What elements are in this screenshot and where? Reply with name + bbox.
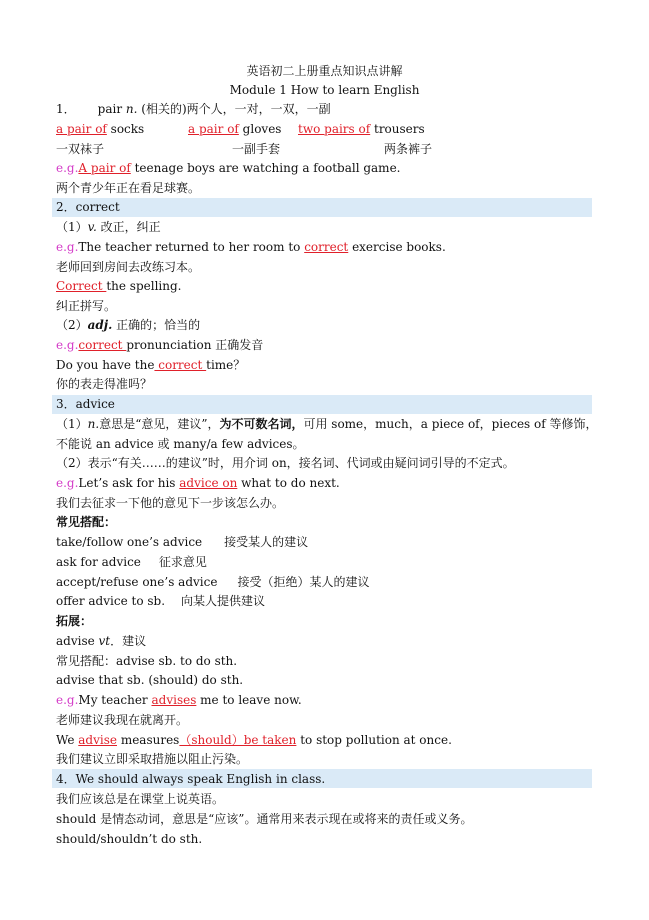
collocation-row: take/follow one’s advice 接受某人的建议 xyxy=(56,535,309,549)
collocation-row: accept/refuse one’s advice 接受（拒绝）某人的建议 xyxy=(56,575,370,589)
part-of-speech: n. xyxy=(125,102,138,116)
example-sentence: We advise measures（should）be taken to stop pollution at once. xyxy=(56,733,452,747)
extension-collocation: 常见搭配：advise sb. to do sth. xyxy=(56,654,238,668)
section-3-band xyxy=(52,395,592,414)
heading-translation: 我们应该总是在课堂上说英语。 xyxy=(56,792,225,806)
example-translation: 老师建议我现在就离开。 xyxy=(56,713,189,727)
section-2-band xyxy=(52,198,592,217)
example-sentence: e.g.My teacher advises me to leave now. xyxy=(56,693,302,707)
doc-title: 英语初二上册重点知识点讲解 xyxy=(246,64,403,78)
eg-label: e.g. xyxy=(56,161,79,175)
sense-1: （1）v. 改正，纠正 xyxy=(56,220,161,234)
example-sentence: Do you have the correct time？ xyxy=(56,358,246,372)
example-sentence: e.g.The teacher returned to her room to correct exercise books. xyxy=(56,240,446,254)
extension-title: 拓展： xyxy=(56,614,93,628)
module-title: Module 1 How to learn English xyxy=(229,83,420,97)
example-translation: 纠正拼写。 xyxy=(56,299,117,313)
collocation-row: offer advice to sb. 向某人提供建议 xyxy=(56,594,266,608)
meaning: (相关的)两个人，一对，一双，一副 xyxy=(141,102,331,116)
collocation-row: ask for advice 征求意见 xyxy=(56,555,207,569)
usage-note-2: （2）表示“有关……的建议”时，用介词 on，接名词、代词或由疑问词引导的不定式。 xyxy=(56,456,515,470)
phrase-3: two pairs of trousers xyxy=(298,122,425,136)
usage-note: should 是情态动词，意思是“应该”。通常用来表示现在或将来的责任或义务。 xyxy=(56,812,473,826)
section-2-heading: 2．correct xyxy=(56,200,120,214)
section-3-heading: 3．advice xyxy=(56,397,115,411)
example-sentence: Correct the spelling. xyxy=(56,279,182,293)
section-4-heading: 4．We should always speak English in class. xyxy=(56,772,326,786)
item-number: 1． xyxy=(56,102,76,116)
extension-word: advise vt．建议 xyxy=(56,634,147,648)
phrase-2: a pair of gloves xyxy=(188,122,282,136)
usage-note-1-cont: 不能说 an advice 或 many/a few advices。 xyxy=(56,437,305,451)
collocation-title: 常见搭配： xyxy=(56,515,117,529)
usage-form: should/shouldn’t do sth. xyxy=(56,832,203,846)
extension-collocation: advise that sb. (should) do sth. xyxy=(56,673,244,687)
example-translation: 老师回到房间去改练习本。 xyxy=(56,260,201,274)
document-page: 英语初二上册重点知识点讲解 Module 1 How to learn English 1． pair n. (相关的)两个人，一对，一双，一副 a pair of socks a pair of gloves two pairs of trousers 一双袜子 一副手套 两条裤子 e.g.A pair of teenage boys are watching a football game. 两个青少年正在看足球赛。 2．correct （1）v. 改正，纠正 e.g.The teacher returned to her room to correct exercise books. 老师回到房间去改练习本。 Correct the spelling. 纠正拼写。 （2）adj. 正确的；恰当的 e.g.correct pronunciation 正确发音 Do you have the correct time？ 你的表走得准吗？ 3．advice （1）n.意思是“意见，建议”，为不可数名词，可用 some，much，a piece of，pieces of 等修饰， 不能说 an advice 或 many/a few advices。 （2）表示“有关……的建议”时，用介词 on，接名词、代词或由疑问词引导的不定式。 e.g.Let’s ask for his advice on what to do next. 我们去征求一下他的意见下一步该怎么办。 常见搭配： take/follow one’s advice 接受某人的建议 ask for advice 征求意见 accept/refuse one’s advice 接受（拒绝）某人的建议 offer advice to sb. 向某人提供建议 拓展： advise vt．建议 常见搭配：advise sb. to do sth. advise that sb. (should) do sth. e.g.My teacher advises me to leave now. 老师建议我现在就离开。 We advise measures（should）be taken to stop pollution at once. 我们建议立即采取措施以阻止污染。 4．We should always speak English in class. 我们应该总是在课堂上说英语。 should 是情态动词，意思是“应该”。通常用来表示现在或将来的责任或义务。 should/shouldn’t do sth. xyxy=(0,0,649,920)
example-translation: 我们建议立即采取措施以阻止污染。 xyxy=(56,752,249,766)
example-sentence: e.g.Let’s ask for his advice on what to do next. xyxy=(56,476,340,490)
example-translation: 两个青少年正在看足球赛。 xyxy=(56,181,201,195)
headword: pair xyxy=(97,102,123,116)
phrase-1: a pair of socks xyxy=(56,122,145,136)
example-translation: 我们去征求一下他的意见下一步该怎么办。 xyxy=(56,496,285,510)
section-1-heading xyxy=(56,101,331,118)
example-sentence: e.g.A pair of teenage boys are watching a football game. xyxy=(56,161,401,175)
example-translation: 你的表走得准吗？ xyxy=(56,377,153,391)
sense-2: （2）adj. 正确的；恰当的 xyxy=(56,318,201,332)
example-phrase: e.g.correct pronunciation 正确发音 xyxy=(56,338,264,352)
usage-note-1: （1）n.意思是“意见，建议”，为不可数名词，可用 some，much，a piece of，pieces of 等修饰， xyxy=(56,417,598,431)
